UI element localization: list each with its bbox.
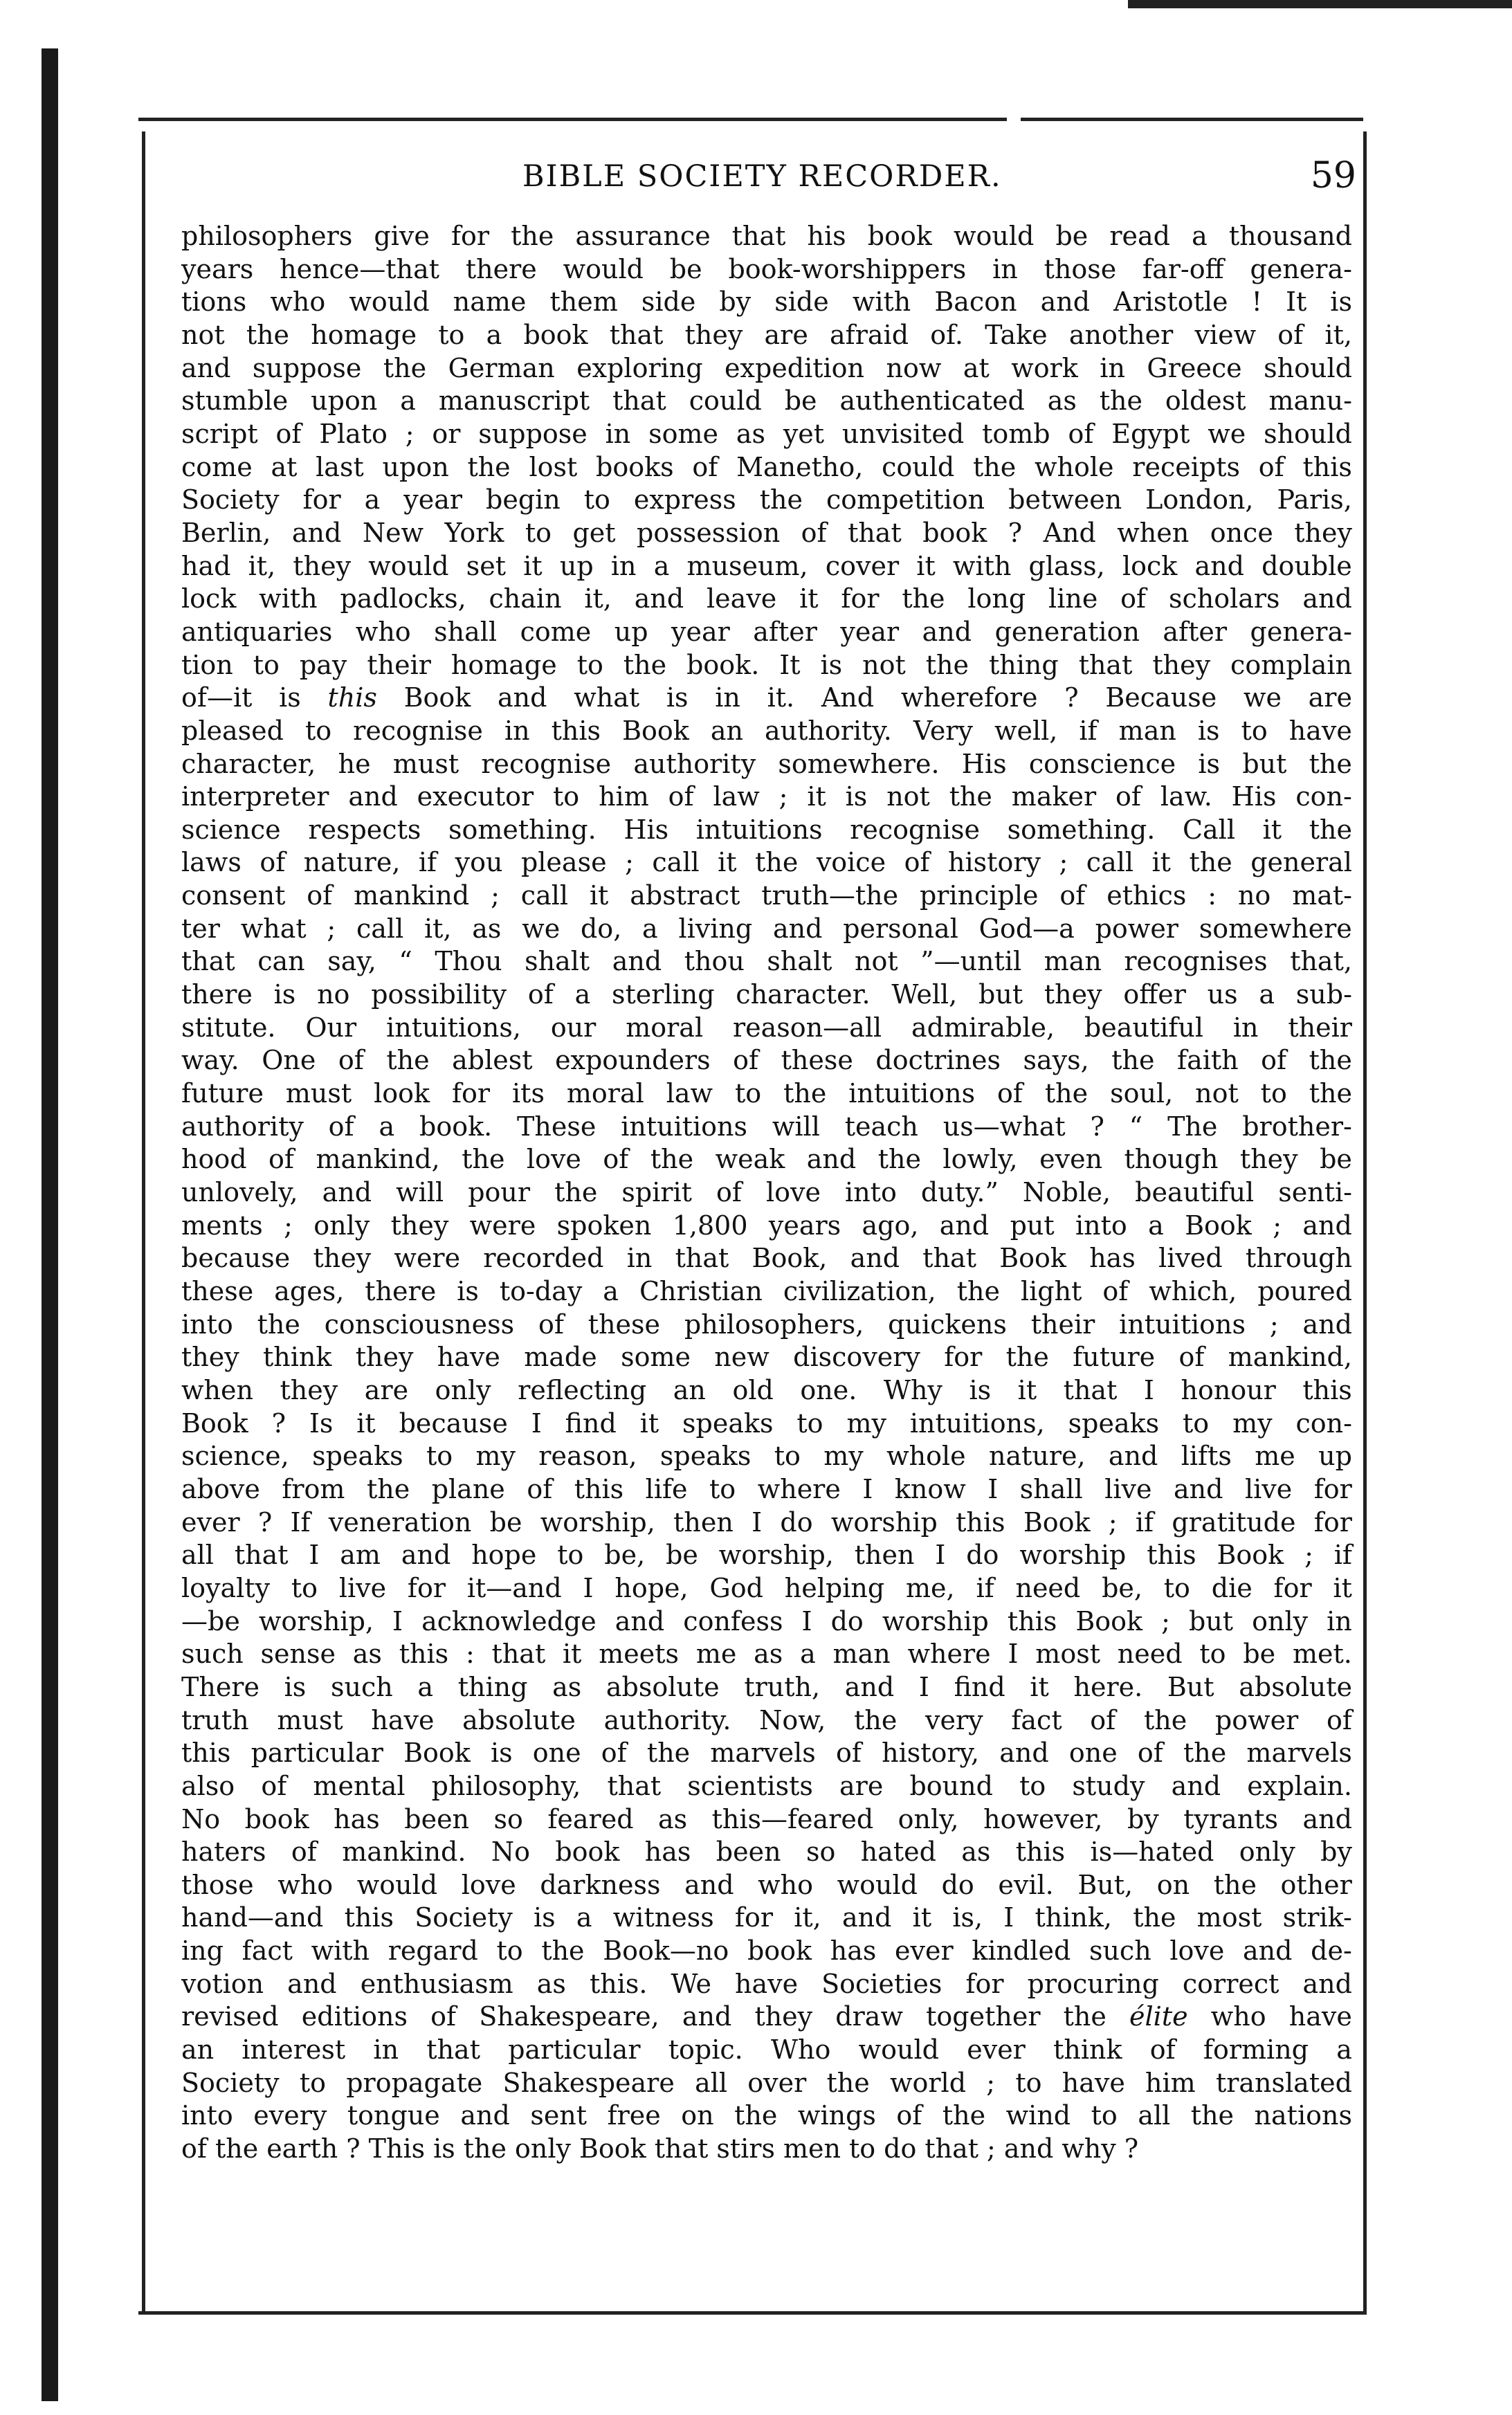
text-line: science, speaks to my reason, speaks to my whole nature, and lifts me up xyxy=(181,1441,1352,1472)
text-line: they think they have made some new discovery for the future of mankind, xyxy=(181,1342,1352,1373)
top-edge-rule xyxy=(1128,0,1512,8)
text-line: tion to pay their homage to the book. It is not the thing that they complain xyxy=(181,649,1352,680)
running-title: BIBLE SOCIETY RECORDER. xyxy=(522,159,1002,194)
scan-edge-shadow xyxy=(42,48,58,2401)
text-line: tions who would name them side by side with Bacon and Aristotle ! It is xyxy=(181,286,1352,318)
text-line: laws of nature, if you please ; call it the voice of history ; call it the general xyxy=(181,847,1352,878)
text-line: and suppose the German exploring expedition now at work in Greece should xyxy=(181,352,1352,383)
text-line: years hence—that there would be book-worshippers in those far-off genera- xyxy=(181,253,1352,284)
frame-rule-right xyxy=(1363,131,1367,2311)
text-line: an interest in that particular topic. Who would ever think of forming a xyxy=(181,2034,1352,2066)
text-line: way. One of the ablest expounders of these doctrines says, the faith of the xyxy=(181,1045,1352,1076)
text-line: ever ? If veneration be worship, then I do worship this Book ; if gratitude for xyxy=(181,1506,1352,1538)
text-line: stitute. Our intuitions, our moral reason—all admirable, beautiful in their xyxy=(181,1012,1352,1043)
frame-rule-top-right xyxy=(1021,118,1363,121)
text-line: those who would love darkness and who would do evil. But, on the other xyxy=(181,1869,1352,1900)
text-line: Society for a year begin to express the competition between London, Paris, xyxy=(181,484,1352,516)
text-line: Book ? Is it because I find it speaks to my intuitions, speaks to my con- xyxy=(181,1407,1352,1439)
text-line: come at last upon the lost books of Manetho, could the whole receipts of this xyxy=(181,451,1352,482)
frame-rule-bottom xyxy=(138,2311,1367,2315)
text-line: There is such a thing as absolute truth, and I find it here. But absolute xyxy=(181,1671,1352,1702)
text-line: ter what ; call it, as we do, a living and personal God—a power somewhere xyxy=(181,913,1352,944)
text-line: Society to propagate Shakespeare all over the world ; to have him translated xyxy=(181,2067,1352,2098)
article-body xyxy=(181,220,1352,2166)
text-line: this particular Book is one of the marvels of history, and one of the marvels xyxy=(181,1738,1352,1769)
text-line: lock with padlocks, chain it, and leave it for the long line of scholars and xyxy=(181,583,1352,614)
text-line: had it, they would set it up in a museum, cover it with glass, lock and double xyxy=(181,550,1352,581)
text-line: No book has been so feared as this—feared only, however, by tyrants and xyxy=(181,1803,1352,1834)
text-line: above from the plane of this life to where I know I shall live and live for xyxy=(181,1473,1352,1504)
text-line: when they are only reflecting an old one. Why is it that I honour this xyxy=(181,1374,1352,1405)
text-line: future must look for its moral law to the intuitions of the soul, not to the xyxy=(181,1078,1352,1109)
text-line: loyalty to live for it—and I hope, God helping me, if need be, to die for it xyxy=(181,1572,1352,1603)
text-line: Berlin, and New York to get possession of that book ? And when once they xyxy=(181,517,1352,548)
frame-rule-left xyxy=(142,131,145,2311)
text-line: into every tongue and sent free on the wings of the wind to all the nations xyxy=(181,2100,1352,2131)
text-line: character, he must recognise authority somewhere. His conscience is but the xyxy=(181,748,1352,779)
text-line: truth must have absolute authority. Now, the very fact of the power of xyxy=(181,1704,1352,1735)
text-line: hand—and this Society is a witness for it, and it is, I think, the most strik- xyxy=(181,1902,1352,1933)
text-line: antiquaries who shall come up year after year and generation after genera- xyxy=(181,616,1352,647)
text-line: interpreter and executor to him of law ; it is not the maker of law. His con- xyxy=(181,781,1352,812)
text-line: unlovely, and will pour the spirit of love into duty.” Noble, beautiful senti- xyxy=(181,1177,1352,1208)
text-line: ing fact with regard to the Book—no book has ever kindled such love and de- xyxy=(181,1935,1352,1967)
text-line: philosophers give for the assurance that his book would be read a thousand xyxy=(181,221,1352,251)
text-line: stumble upon a manuscript that could be authenticated as the oldest manu- xyxy=(181,385,1352,417)
text-line: script of Plato ; or suppose in some as yet unvisited tomb of Egypt we should xyxy=(181,418,1352,449)
text-line: these ages, there is to-day a Christian civilization, the light of which, poured xyxy=(181,1276,1352,1306)
text-line: —be worship, I acknowledge and confess I do worship this Book ; but only in xyxy=(181,1605,1352,1637)
text-line: haters of mankind. No book has been so hated as this is—hated only by xyxy=(181,1837,1352,1868)
text-line: science respects something. His intuitions recognise something. Call it the xyxy=(181,814,1352,845)
text-line: also of mental philosophy, that scientists are bound to study and explain. xyxy=(181,1770,1352,1801)
text-line: consent of mankind ; call it abstract truth—the principle of ethics : no mat- xyxy=(181,880,1352,911)
text-line: into the consciousness of these philosophers, quickens their intuitions ; and xyxy=(181,1309,1352,1340)
text-line: that can say, “ Thou shalt and thou shalt not ”—until man recognises that, xyxy=(181,946,1352,977)
text-line: votion and enthusiasm as this. We have Societies for procuring correct and xyxy=(181,1968,1352,1999)
text-line: of the earth ? This is the only Book that stirs men to do that ; and why ? xyxy=(181,2133,1139,2165)
page-header xyxy=(180,155,1356,215)
frame-rule-top-left xyxy=(138,118,1007,121)
text-line: there is no possibility of a sterling character. Well, but they offer us a sub- xyxy=(181,979,1352,1010)
text-line: all that I am and hope to be, be worship, then I do worship this Book ; if xyxy=(181,1540,1352,1571)
text-line: ments ; only they were spoken 1,800 years ago, and put into a Book ; and xyxy=(181,1210,1352,1241)
text-line: not the homage to a book that they are afraid of. Take another view of it, xyxy=(181,319,1352,350)
text-line: hood of mankind, the love of the weak and the lowly, even though they be xyxy=(181,1144,1352,1175)
text-line: such sense as this : that it meets me as a man where I most need to be met. xyxy=(181,1639,1352,1670)
text-line: of—it is this Book and what is in it. And wherefore ? Because we are xyxy=(181,682,1352,713)
text-line: because they were recorded in that Book, and that Book has lived through xyxy=(181,1243,1352,1274)
text-line: authority of a book. These intuitions will teach us—what ? “ The brother- xyxy=(181,1111,1352,1142)
page-number: 59 xyxy=(1310,155,1356,197)
text-line: revised editions of Shakespeare, and they draw together the élite who have xyxy=(181,2001,1352,2032)
text-line: pleased to recognise in this Book an authority. Very well, if man is to have xyxy=(181,715,1352,746)
